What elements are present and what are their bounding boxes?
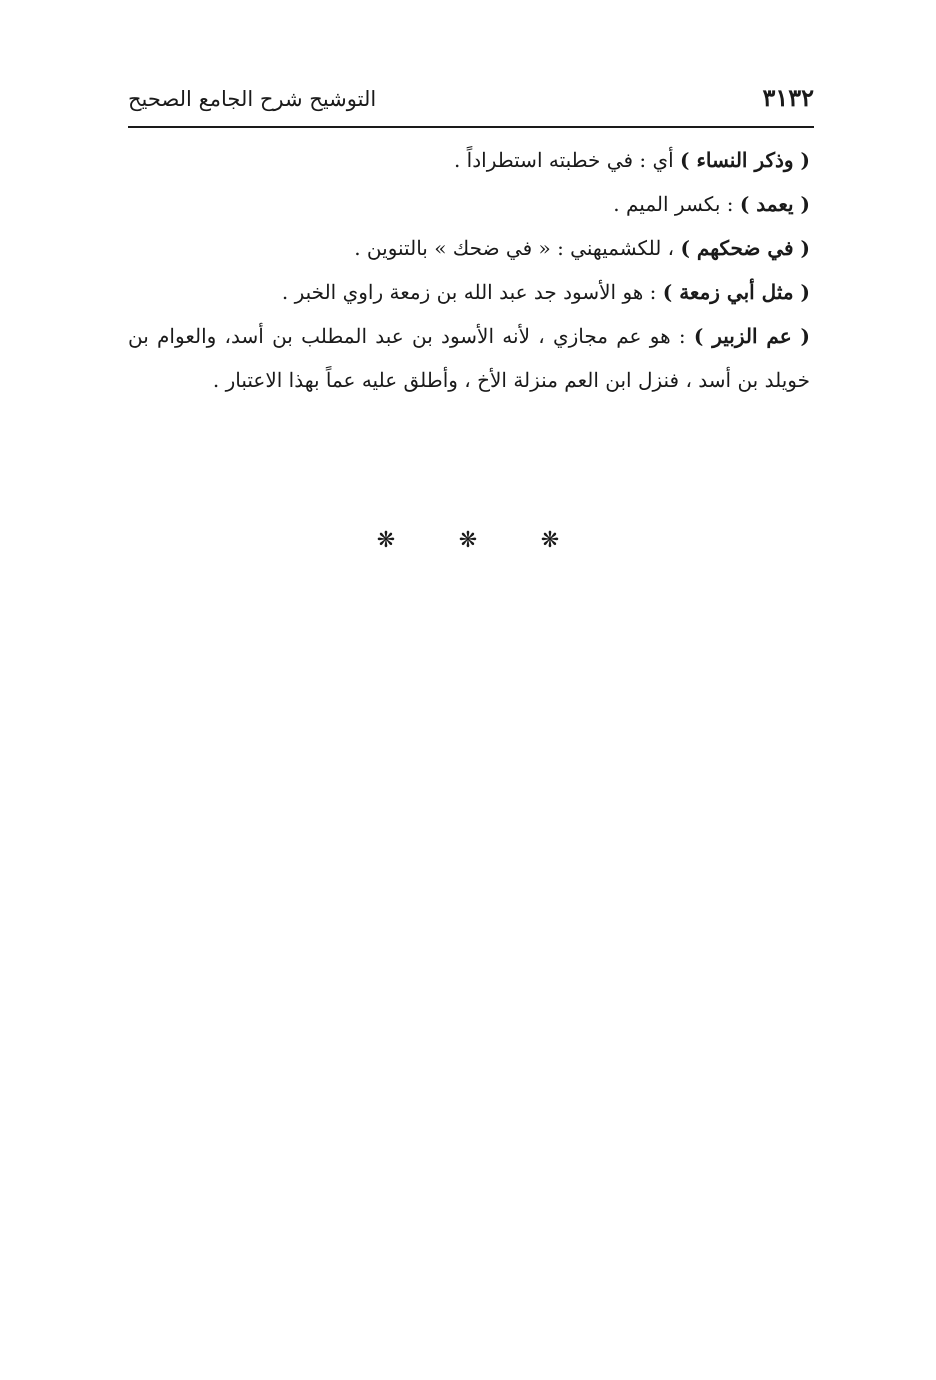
commentary-entry [128,182,810,226]
running-title: التوشيح شرح الجامع الصحيح [128,87,377,111]
asterism-ornament: ❋ [458,527,478,553]
lemma: ( يعمد ) [739,192,810,216]
lemma: ( في ضحكهم ) [680,236,810,260]
commentary-text: ، للكشميهني : « في ضحك » بالتنوين . [354,236,681,260]
commentary-entry [128,314,810,402]
asterism-ornament: ❋ [376,527,396,553]
asterism-ornament: ❋ [540,527,560,553]
lemma: ( مثل أبي زمعة ) [662,280,810,304]
page-number: ٣١٣٢ [762,83,814,112]
commentary-text: : هو عم مجازي ، لأنه الأسود بن عبد المطلب بن أسد، والعوام بن خويلد بن أسد ، فنزل ابن العم منزلة الأخ ، وأطلق عليه عماً بهذا الاعتبار . [128,324,810,392]
page-header [128,82,814,126]
lemma: ( وذكر النساء ) [680,148,810,172]
lemma: ( عم الزبير ) [693,324,811,348]
section-separator [368,522,568,558]
commentary-text: : هو الأسود جد عبد الله بن زمعة راوي الخبر . [281,280,663,304]
commentary-entry [128,138,810,182]
commentary-body [128,138,810,402]
commentary-entry [128,226,810,270]
commentary-text: أي : في خطبته استطراداً . [453,148,681,172]
commentary-entry [128,270,810,314]
commentary-text: : بكسر الميم . [613,192,740,216]
header-divider [128,126,814,128]
